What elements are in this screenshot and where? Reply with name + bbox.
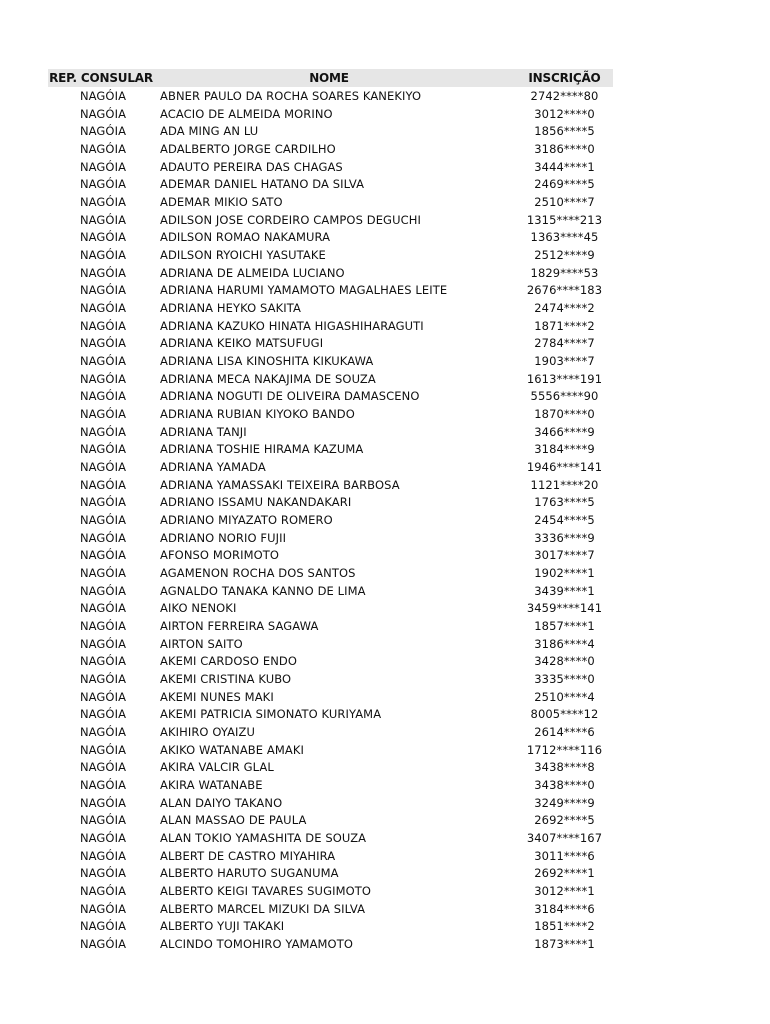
cell-inscricao: 5556****90 — [530, 389, 599, 404]
cell-rep-consular: NAGÓIA — [79, 548, 127, 563]
cell-inscricao: 3249****9 — [534, 795, 595, 810]
cell-inscricao: 3407****167 — [526, 831, 603, 846]
cell-nome: ADRIANA TOSHIE HIRAMA KAZUMA — [160, 442, 364, 457]
cell-nome: ADRIANA YAMADA — [160, 459, 266, 474]
table-row — [48, 122, 613, 140]
table-row — [48, 458, 613, 476]
cell-nome: AKIRA VALCIR GLAL — [160, 760, 274, 775]
cell-rep-consular: NAGÓIA — [79, 389, 127, 404]
cell-rep-consular: NAGÓIA — [79, 848, 127, 863]
cell-nome: ALBERTO MARCEL MIZUKI DA SILVA — [160, 901, 366, 916]
table-row — [48, 529, 613, 547]
header-rep-consular: REP. CONSULAR — [49, 71, 153, 85]
cell-nome: ADILSON ROMAO NAKAMURA — [160, 230, 331, 245]
cell-rep-consular: NAGÓIA — [79, 106, 127, 121]
cell-inscricao: 2469****5 — [534, 177, 595, 192]
table-row — [48, 228, 613, 246]
table-row — [48, 299, 613, 317]
cell-nome: ADALBERTO JORGE CARDILHO — [160, 141, 336, 156]
cell-inscricao: 3444****1 — [534, 159, 595, 174]
table-row — [48, 829, 613, 847]
cell-nome: ADILSON JOSE CORDEIRO CAMPOS DEGUCHI — [160, 212, 421, 227]
cell-nome: ADRIANO NORIO FUJII — [160, 530, 287, 545]
cell-inscricao: 3428****0 — [534, 654, 595, 669]
table-row — [48, 317, 613, 335]
cell-nome: ALCINDO TOMOHIRO YAMAMOTO — [160, 937, 353, 952]
cell-inscricao: 3438****0 — [534, 778, 595, 793]
table-row — [48, 723, 613, 741]
cell-inscricao: 2474****2 — [534, 300, 595, 315]
cell-rep-consular: NAGÓIA — [79, 177, 127, 192]
table-row — [48, 918, 613, 936]
table-row — [48, 653, 613, 671]
registry-table — [48, 69, 613, 953]
cell-nome: AKIRA WATANABE — [160, 778, 263, 793]
cell-rep-consular: NAGÓIA — [79, 707, 127, 722]
cell-inscricao: 1873****1 — [534, 937, 595, 952]
cell-rep-consular: NAGÓIA — [79, 265, 127, 280]
cell-rep-consular: NAGÓIA — [79, 654, 127, 669]
cell-inscricao: 3335****0 — [534, 672, 595, 686]
cell-rep-consular: NAGÓIA — [79, 512, 127, 527]
table-row — [48, 599, 613, 617]
cell-rep-consular: NAGÓIA — [79, 124, 127, 139]
cell-nome: AIRTON SAITO — [160, 636, 243, 651]
cell-inscricao: 1763****5 — [534, 495, 595, 510]
table-body — [48, 87, 613, 953]
table-row — [48, 334, 613, 352]
cell-inscricao: 2742****80 — [530, 88, 599, 103]
cell-rep-consular: NAGÓIA — [79, 636, 127, 651]
table-row — [48, 635, 613, 653]
cell-inscricao: 3438****8 — [534, 760, 595, 775]
cell-nome: ADRIANA YAMASSAKI TEIXEIRA BARBOSA — [160, 477, 400, 492]
cell-rep-consular: NAGÓIA — [79, 831, 127, 846]
cell-inscricao: 2784****7 — [534, 336, 595, 351]
cell-nome: ALBERTO YUJI TAKAKI — [160, 919, 285, 934]
cell-rep-consular: NAGÓIA — [79, 919, 127, 934]
cell-inscricao: 1121****20 — [530, 477, 599, 492]
cell-nome: ADEMAR MIKIO SATO — [160, 194, 283, 209]
cell-nome: ADRIANO ISSAMU NAKANDAKARI — [160, 495, 352, 510]
cell-rep-consular: NAGÓIA — [79, 813, 127, 828]
table-row — [48, 370, 613, 388]
cell-nome: ADRIANO MIYAZATO ROMERO — [160, 512, 333, 527]
cell-rep-consular: NAGÓIA — [79, 336, 127, 351]
cell-inscricao: 1851****2 — [534, 919, 595, 934]
cell-nome: AKEMI PATRICIA SIMONATO KURIYAMA — [160, 707, 382, 722]
cell-rep-consular: NAGÓIA — [79, 230, 127, 245]
table-row — [48, 281, 613, 299]
cell-inscricao: 3439****1 — [534, 583, 595, 598]
table-row — [48, 564, 613, 582]
cell-rep-consular: NAGÓIA — [79, 247, 127, 262]
cell-inscricao: 2510****4 — [534, 689, 595, 704]
cell-nome: ADRIANA TANJI — [160, 424, 247, 439]
table-row — [48, 387, 613, 405]
cell-rep-consular: NAGÓIA — [79, 88, 127, 103]
cell-nome: ADRIANA LISA KINOSHITA KIKUKAWA — [160, 353, 374, 368]
cell-nome: AKIKO WATANABE AMAKI — [160, 742, 305, 757]
cell-rep-consular: NAGÓIA — [79, 159, 127, 174]
cell-nome: ADRIANA HEYKO SAKITA — [160, 300, 301, 315]
cell-inscricao: 1857****1 — [534, 618, 595, 633]
cell-inscricao: 3012****1 — [534, 884, 595, 899]
table-row — [48, 794, 613, 812]
cell-nome: ADILSON RYOICHI YASUTAKE — [160, 247, 326, 262]
cell-nome: AGAMENON ROCHA DOS SANTOS — [160, 565, 356, 580]
table-row — [48, 440, 613, 458]
cell-rep-consular: NAGÓIA — [79, 424, 127, 439]
cell-nome: ALBERT DE CASTRO MIYAHIRA — [160, 848, 336, 863]
cell-inscricao: 3184****6 — [534, 901, 595, 916]
cell-inscricao: 3011****6 — [534, 848, 595, 863]
cell-rep-consular: NAGÓIA — [79, 353, 127, 368]
cell-inscricao: 3017****7 — [534, 548, 595, 563]
cell-nome: ADA MING AN LU — [160, 124, 259, 139]
cell-rep-consular: NAGÓIA — [79, 725, 127, 740]
table-row — [48, 688, 613, 706]
cell-rep-consular: NAGÓIA — [79, 866, 127, 881]
cell-rep-consular: NAGÓIA — [79, 442, 127, 457]
table-row — [48, 617, 613, 635]
cell-rep-consular: NAGÓIA — [79, 901, 127, 916]
cell-nome: ALBERTO HARUTO SUGANUMA — [160, 866, 339, 881]
cell-inscricao: 3466****9 — [534, 424, 595, 439]
cell-rep-consular: NAGÓIA — [79, 212, 127, 227]
table-row — [48, 847, 613, 865]
cell-inscricao: 2692****5 — [534, 813, 595, 828]
cell-nome: ALAN MASSAO DE PAULA — [160, 813, 307, 828]
cell-inscricao: 3012****0 — [534, 106, 595, 121]
cell-nome: AKEMI CARDOSO ENDO — [160, 654, 298, 669]
cell-rep-consular: NAGÓIA — [79, 618, 127, 633]
table-row — [48, 423, 613, 441]
cell-rep-consular: NAGÓIA — [79, 477, 127, 492]
table-row — [48, 87, 613, 105]
table-row — [48, 193, 613, 211]
table-row — [48, 582, 613, 600]
cell-nome: ACACIO DE ALMEIDA MORINO — [160, 106, 333, 121]
cell-inscricao: 1902****1 — [534, 565, 595, 580]
header-inscricao: INSCRIÇÃO — [528, 71, 601, 85]
cell-rep-consular: NAGÓIA — [79, 778, 127, 793]
cell-nome: ADAUTO PEREIRA DAS CHAGAS — [160, 159, 343, 174]
table-row — [48, 546, 613, 564]
cell-rep-consular: NAGÓIA — [79, 371, 127, 386]
cell-nome: ALAN DAIYO TAKANO — [160, 795, 283, 810]
cell-rep-consular: NAGÓIA — [79, 459, 127, 474]
cell-rep-consular: NAGÓIA — [79, 141, 127, 156]
cell-inscricao: 1712****116 — [526, 742, 603, 757]
cell-inscricao: 2614****6 — [534, 725, 595, 740]
table-row — [48, 759, 613, 777]
cell-nome: ADRIANA HARUMI YAMAMOTO MAGALHAES LEITE — [160, 283, 448, 298]
cell-nome: AKEMI NUNES MAKI — [160, 689, 274, 704]
table-row — [48, 865, 613, 883]
table-row — [48, 211, 613, 229]
cell-inscricao: 3459****141 — [526, 601, 603, 616]
cell-rep-consular: NAGÓIA — [79, 795, 127, 810]
cell-rep-consular: NAGÓIA — [79, 937, 127, 952]
cell-nome: ALBERTO KEIGI TAVARES SUGIMOTO — [160, 884, 372, 899]
cell-inscricao: 3186****4 — [534, 636, 595, 651]
cell-nome: ADRIANA KEIKO MATSUFUGI — [160, 336, 324, 351]
table-row — [48, 352, 613, 370]
cell-inscricao: 2510****7 — [534, 194, 595, 209]
cell-nome: ABNER PAULO DA ROCHA SOARES KANEKIYO — [160, 88, 422, 103]
cell-inscricao: 3336****9 — [534, 530, 595, 545]
cell-rep-consular: NAGÓIA — [79, 565, 127, 580]
cell-inscricao: 3184****9 — [534, 442, 595, 457]
cell-inscricao: 2512****9 — [534, 247, 595, 262]
cell-nome: AGNALDO TANAKA KANNO DE LIMA — [160, 583, 366, 598]
cell-rep-consular: NAGÓIA — [79, 672, 127, 686]
cell-inscricao: 8005****12 — [530, 707, 599, 722]
table-row — [48, 105, 613, 123]
table-row — [48, 246, 613, 264]
cell-nome: AKIHIRO OYAIZU — [160, 725, 256, 740]
cell-inscricao: 1870****0 — [534, 406, 595, 421]
cell-rep-consular: NAGÓIA — [79, 194, 127, 209]
cell-nome: AKEMI CRISTINA KUBO — [160, 672, 292, 686]
cell-nome: AIKO NENOKI — [160, 601, 237, 616]
cell-nome: ADRIANA DE ALMEIDA LUCIANO — [160, 265, 345, 280]
table-row — [48, 882, 613, 900]
cell-nome: ADRIANA MECA NAKAJIMA DE SOUZA — [160, 371, 376, 386]
table-row — [48, 776, 613, 794]
cell-rep-consular: NAGÓIA — [79, 300, 127, 315]
table-row — [48, 706, 613, 724]
cell-inscricao: 1613****191 — [526, 371, 603, 386]
cell-rep-consular: NAGÓIA — [79, 884, 127, 899]
table-row — [48, 175, 613, 193]
table-header — [48, 69, 613, 87]
cell-nome: ADRIANA KAZUKO HINATA HIGASHIHARAGUTI — [160, 318, 424, 333]
cell-rep-consular: NAGÓIA — [79, 601, 127, 616]
cell-inscricao: 2454****5 — [534, 512, 595, 527]
cell-nome: AFONSO MORIMOTO — [160, 548, 280, 563]
cell-inscricao: 1363****45 — [530, 230, 599, 245]
cell-rep-consular: NAGÓIA — [79, 583, 127, 598]
header-nome: NOME — [309, 71, 349, 85]
cell-inscricao: 1315****213 — [526, 212, 603, 227]
cell-inscricao: 1903****7 — [534, 353, 595, 368]
cell-inscricao: 1871****2 — [534, 318, 595, 333]
table-row — [48, 140, 613, 158]
cell-nome: ADRIANA NOGUTI DE OLIVEIRA DAMASCENO — [160, 389, 420, 404]
cell-rep-consular: NAGÓIA — [79, 530, 127, 545]
table-row — [48, 741, 613, 759]
cell-inscricao: 1829****53 — [530, 265, 599, 280]
table-row — [48, 900, 613, 918]
table-row — [48, 493, 613, 511]
cell-nome: ADRIANA RUBIAN KIYOKO BANDO — [160, 406, 355, 421]
table-row — [48, 264, 613, 282]
cell-inscricao: 3186****0 — [534, 141, 595, 156]
table-row — [48, 935, 613, 953]
table-row — [48, 812, 613, 830]
table-row — [48, 670, 613, 688]
table-row — [48, 511, 613, 529]
table-row — [48, 405, 613, 423]
cell-inscricao: 1946****141 — [526, 459, 603, 474]
cell-rep-consular: NAGÓIA — [79, 283, 127, 298]
cell-rep-consular: NAGÓIA — [79, 760, 127, 775]
cell-rep-consular: NAGÓIA — [79, 689, 127, 704]
cell-nome: AIRTON FERREIRA SAGAWA — [160, 618, 319, 633]
cell-inscricao: 2676****183 — [526, 283, 603, 298]
table-row — [48, 158, 613, 176]
cell-rep-consular: NAGÓIA — [79, 406, 127, 421]
cell-nome: ADEMAR DANIEL HATANO DA SILVA — [160, 177, 365, 192]
cell-inscricao: 2692****1 — [534, 866, 595, 881]
cell-rep-consular: NAGÓIA — [79, 318, 127, 333]
cell-rep-consular: NAGÓIA — [79, 495, 127, 510]
cell-rep-consular: NAGÓIA — [79, 742, 127, 757]
table-row — [48, 476, 613, 494]
cell-nome: ALAN TOKIO YAMASHITA DE SOUZA — [160, 831, 367, 846]
cell-inscricao: 1856****5 — [534, 124, 595, 139]
